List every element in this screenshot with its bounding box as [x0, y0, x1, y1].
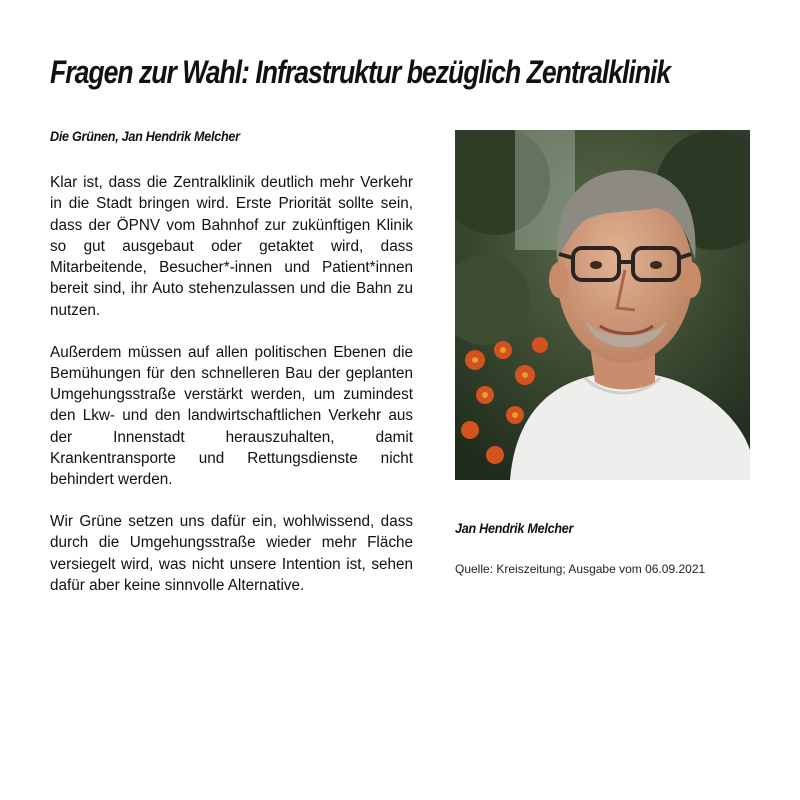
paragraph: Außerdem müssen auf allen politischen Ebenen die Bemühungen für den schnelleren Bau der geplanten Umgehungsstraße verstärkt werden, um zumindest den Lkw- und den landwirtschaftlichen Verkehr aus der Innenstadt herauszuhalten, damit Krankentransporte und Rettungsdienste nicht behindert werden. — [50, 343, 413, 489]
page-title: Fragen zur Wahl: Infrastruktur bezüglich Zentralklinik — [50, 54, 671, 90]
portrait-illustration — [455, 130, 750, 480]
photo-caption: Jan Hendrik Melcher — [455, 520, 574, 536]
article-body — [50, 172, 413, 617]
article-byline: Die Grünen, Jan Hendrik Melcher — [50, 128, 240, 144]
paragraph: Klar ist, dass die Zentralklinik deutlich mehr Verkehr in die Stadt bringen wird. Erste Priorität sollte sein, dass der ÖPNV vom Bahnhof zur zukünftigen Klinik so gut ausgebaut oder getaktet wird, dass Mitarbeitende, Besucher*-innen und Patient*innen bereit sind, ihr Auto stehenzulassen und die Bahn zu nutzen. — [50, 174, 413, 319]
paragraph: Wir Grüne setzen uns dafür ein, wohlwissend, dass durch die Umgehungsstraße wieder mehr Fläche versiegelt wird, was nicht unsere Intention ist, sehen dafür aber keine sinnvolle Alternative. — [50, 513, 413, 595]
portrait-photo — [455, 130, 750, 480]
source-note: Quelle: Kreiszeitung; Ausgabe vom 06.09.2021 — [455, 562, 706, 576]
